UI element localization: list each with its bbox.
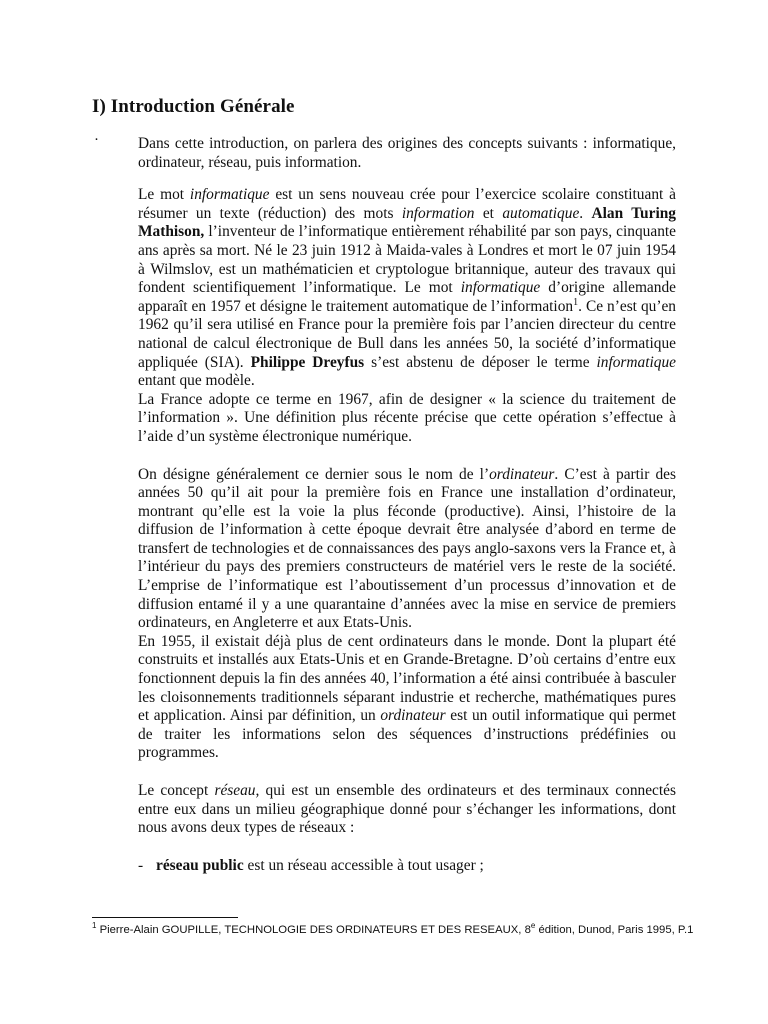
footnote: $^1$ Pierre-Alain GOUPILLE, TECHNOLOGIE DES ORDINATEURS ET DES RESEAUX, 8e édition, Dunod, Paris 1995, P.1 [92,921,694,936]
footnote-ref: 1 [573,296,579,308]
paragraph-reseau: Le concept réseau, qui est un ensemble des ordinateurs et des terminaux connectés entre eux dans un milieu géographique donné pour s’échanger les informations, dont nous avons deux types de réseaux : [138,782,676,837]
list-dash: - [138,856,144,874]
paragraph-1955: En 1955, il existait déjà plus de cent ordinateurs dans le monde. Dont la plupart été construits et installés aux Etats-Unis et en Grande-Bretagne. D’où certains d’entre eux fonctionnent depuis la fin des années 40, l’information a été ainsi contribuée à basculer les cloisonnements traditionnels séparant industrie et recherche, mathématiques pures et application. Ainsi par définition, un ordinateur est un outil informatique qui permet de traiter les informations selon des séquences d’instructions prédéfinies ou programmes. [138,632,676,762]
turing-name: Alan Turing Mathison, [138,204,676,241]
paragraph-informatique: Le mot informatique est un sens nouveau crée pour l’exercice scolaire constituant à résumer un texte (réduction) des mots information et automatique. Alan Turing Mathison, l’inventeur de l’informatique entièrement réhabilité par son pays, cinquante ans après sa mort. Né le 23 juin 1912 à Maida-vales à Londres et mort le 07 juin 1954 à Wilmslov, est un mathématicien et cryptologue britannique, auteur des travaux qui fondent scientifiquement l’informatique. Le mot informatique d’origine allemande apparaît en 1957 et désigne le traitement automatique de l’information$^1$. Ce n’est qu’en 1962 qu’il sera utilisé en France pour la première fois par l’ancien directeur du centre national de calcul électronique de Bull dans les années 50, la société d’informatique appliquée (SIA). Philippe Dreyfus s’est abstenu de déposer le terme informatique entant que modèle. [138,186,676,390]
dreyfus-name: Philippe Dreyfus [250,353,365,371]
paragraph-france-1967: La France adopte ce terme en 1967, afin de designer « la science du traitement de l’information ». Une définition plus récente précise que cette opération s’effectue à l’aide d’un système électronique numérique. [138,390,676,445]
section-heading: I) Introduction Générale [92,96,295,117]
list-item-text: réseau public est un réseau accessible à tout usager ; [156,856,484,874]
paragraph-intro: Dans cette introduction, on parlera des origines des concepts suivants : informatique, ordinateur, réseau, puis information. [138,135,676,171]
list-item-reseau-public [138,857,676,876]
stray-bullet-dot: · [94,132,99,148]
footnote-separator [92,917,238,918]
body-text [138,135,676,875]
paragraph-ordinateur: On désigne généralement ce dernier sous le nom de l’ordinateur. C’est à partir des années 50 qu’il ait pour la première fois en France une installation d’ordinateur, montrant qu’elle est la voie la plus féconde (productive). Ainsi, l’histoire de la diffusion de l’information à cette époque devrait être analysée d’abord en terme de transfert de technologies et de connaissances des pays anglo-saxons vers la France et, à l’intérieur du pays des premiers constructeurs de matériel vers le reste de la société. L’emprise de l’informatique est l’aboutissement d’un processus d’innovation et de diffusion entamé il y a une quarantaine d’années avec la mise en service de premiers ordinateurs, en Angleterre et aux Etats-Unis. [138,465,676,632]
